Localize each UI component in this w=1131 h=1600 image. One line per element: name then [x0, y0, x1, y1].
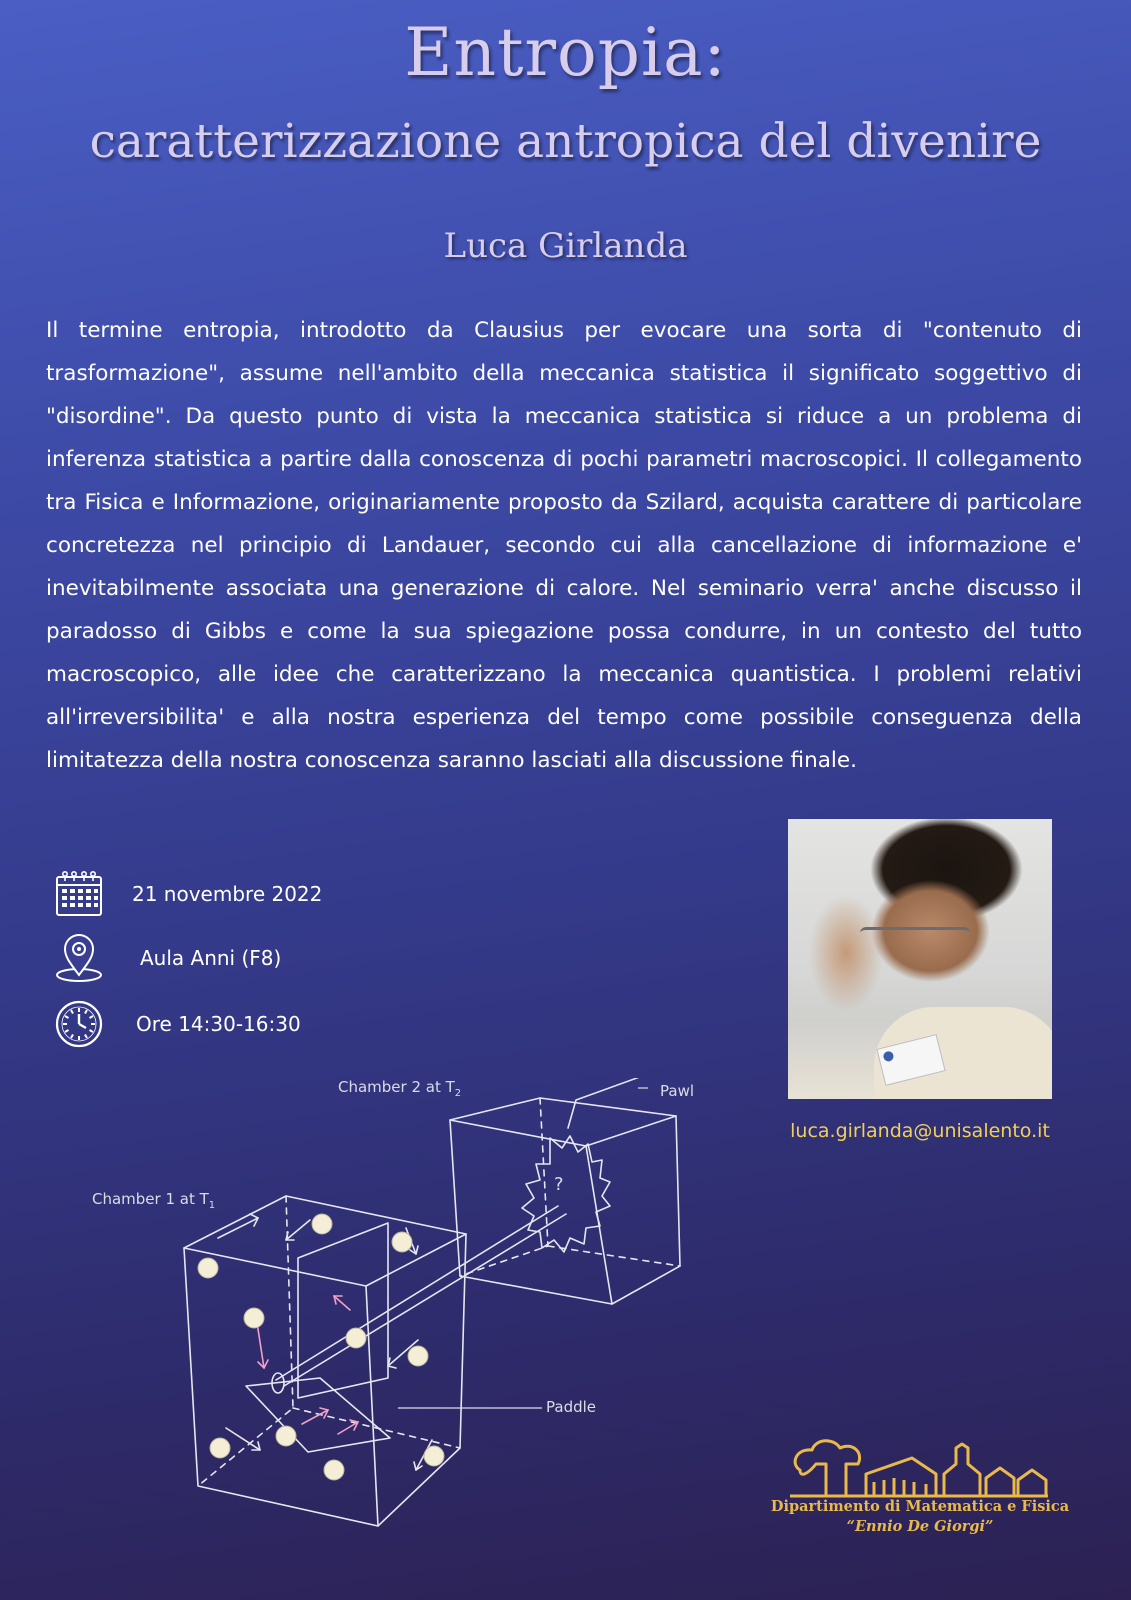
ratchet-wheel	[522, 1136, 610, 1252]
event-location-row	[54, 932, 281, 984]
calendar-icon	[54, 869, 104, 919]
event-date: 21 novembre 2022	[132, 882, 323, 906]
divider-plate	[298, 1223, 388, 1398]
pawl-label: Pawl	[660, 1082, 694, 1100]
chamber2-label: Chamber 2 at $T_2$	[338, 1078, 462, 1099]
event-time-row	[54, 998, 301, 1050]
location-pin-icon	[54, 933, 104, 983]
speaker-email[interactable]: luca.girlanda@unisalento.it	[790, 1120, 1050, 1142]
poster-subtitle: caratterizzazione antropica del divenire	[89, 114, 1042, 169]
department-name: Dipartimento di Matematica e Fisica	[770, 1498, 1070, 1515]
szilard-engine-diagram	[88, 1078, 728, 1568]
question-mark: ?	[554, 1174, 564, 1195]
speaker-name: Luca Girlanda	[443, 226, 688, 266]
paddle-label: Paddle	[546, 1398, 597, 1416]
photo-glasses	[860, 927, 970, 950]
department-subtitle: “Ennio De Giorgi”	[846, 1518, 994, 1535]
clock-icon	[54, 999, 104, 1049]
abstract-text: Il termine entropia, introdotto da Clausius per evocare una sorta di "contenuto di trasformazione", assume nell'ambito della meccanica statistica il significato soggettivo di "disordine". Da questo punto di vista la meccanica statistica si riduce a un problema di inferenza statistica a partire dalla conoscenza di pochi parametri macroscopici. Il collegamento tra Fisica e Informazione, originariamente proposto da Szilard, acquista carattere di particolare concretezza nel principio di Landauer, secondo cui alla cancellazione di informazione e' inevitabilmente associata una generazione di calore. Nel seminario verra' anche discusso il paradosso di Gibbs e come la sua spiegazione possa condurre, in un contesto del tutto macroscopico, alle idee che caratterizzano la meccanica quantistica. I problemi relativi all'irreversibilita' e alla nostra esperienza del tempo come possibile conseguenza della limitatezza della nostra conoscenza saranno lasciati alla discussione finale.	[46, 318, 1082, 773]
event-location: Aula Anni (F8)	[140, 946, 282, 970]
poster-title: Entropia:	[404, 14, 727, 91]
chamber2-box	[450, 1098, 680, 1304]
speaker-photo	[788, 819, 1052, 1099]
event-date-row	[54, 868, 322, 920]
event-time: Ore 14:30-16:30	[136, 1012, 301, 1036]
chamber1-label: Chamber 1 at $T_1$	[92, 1190, 216, 1211]
